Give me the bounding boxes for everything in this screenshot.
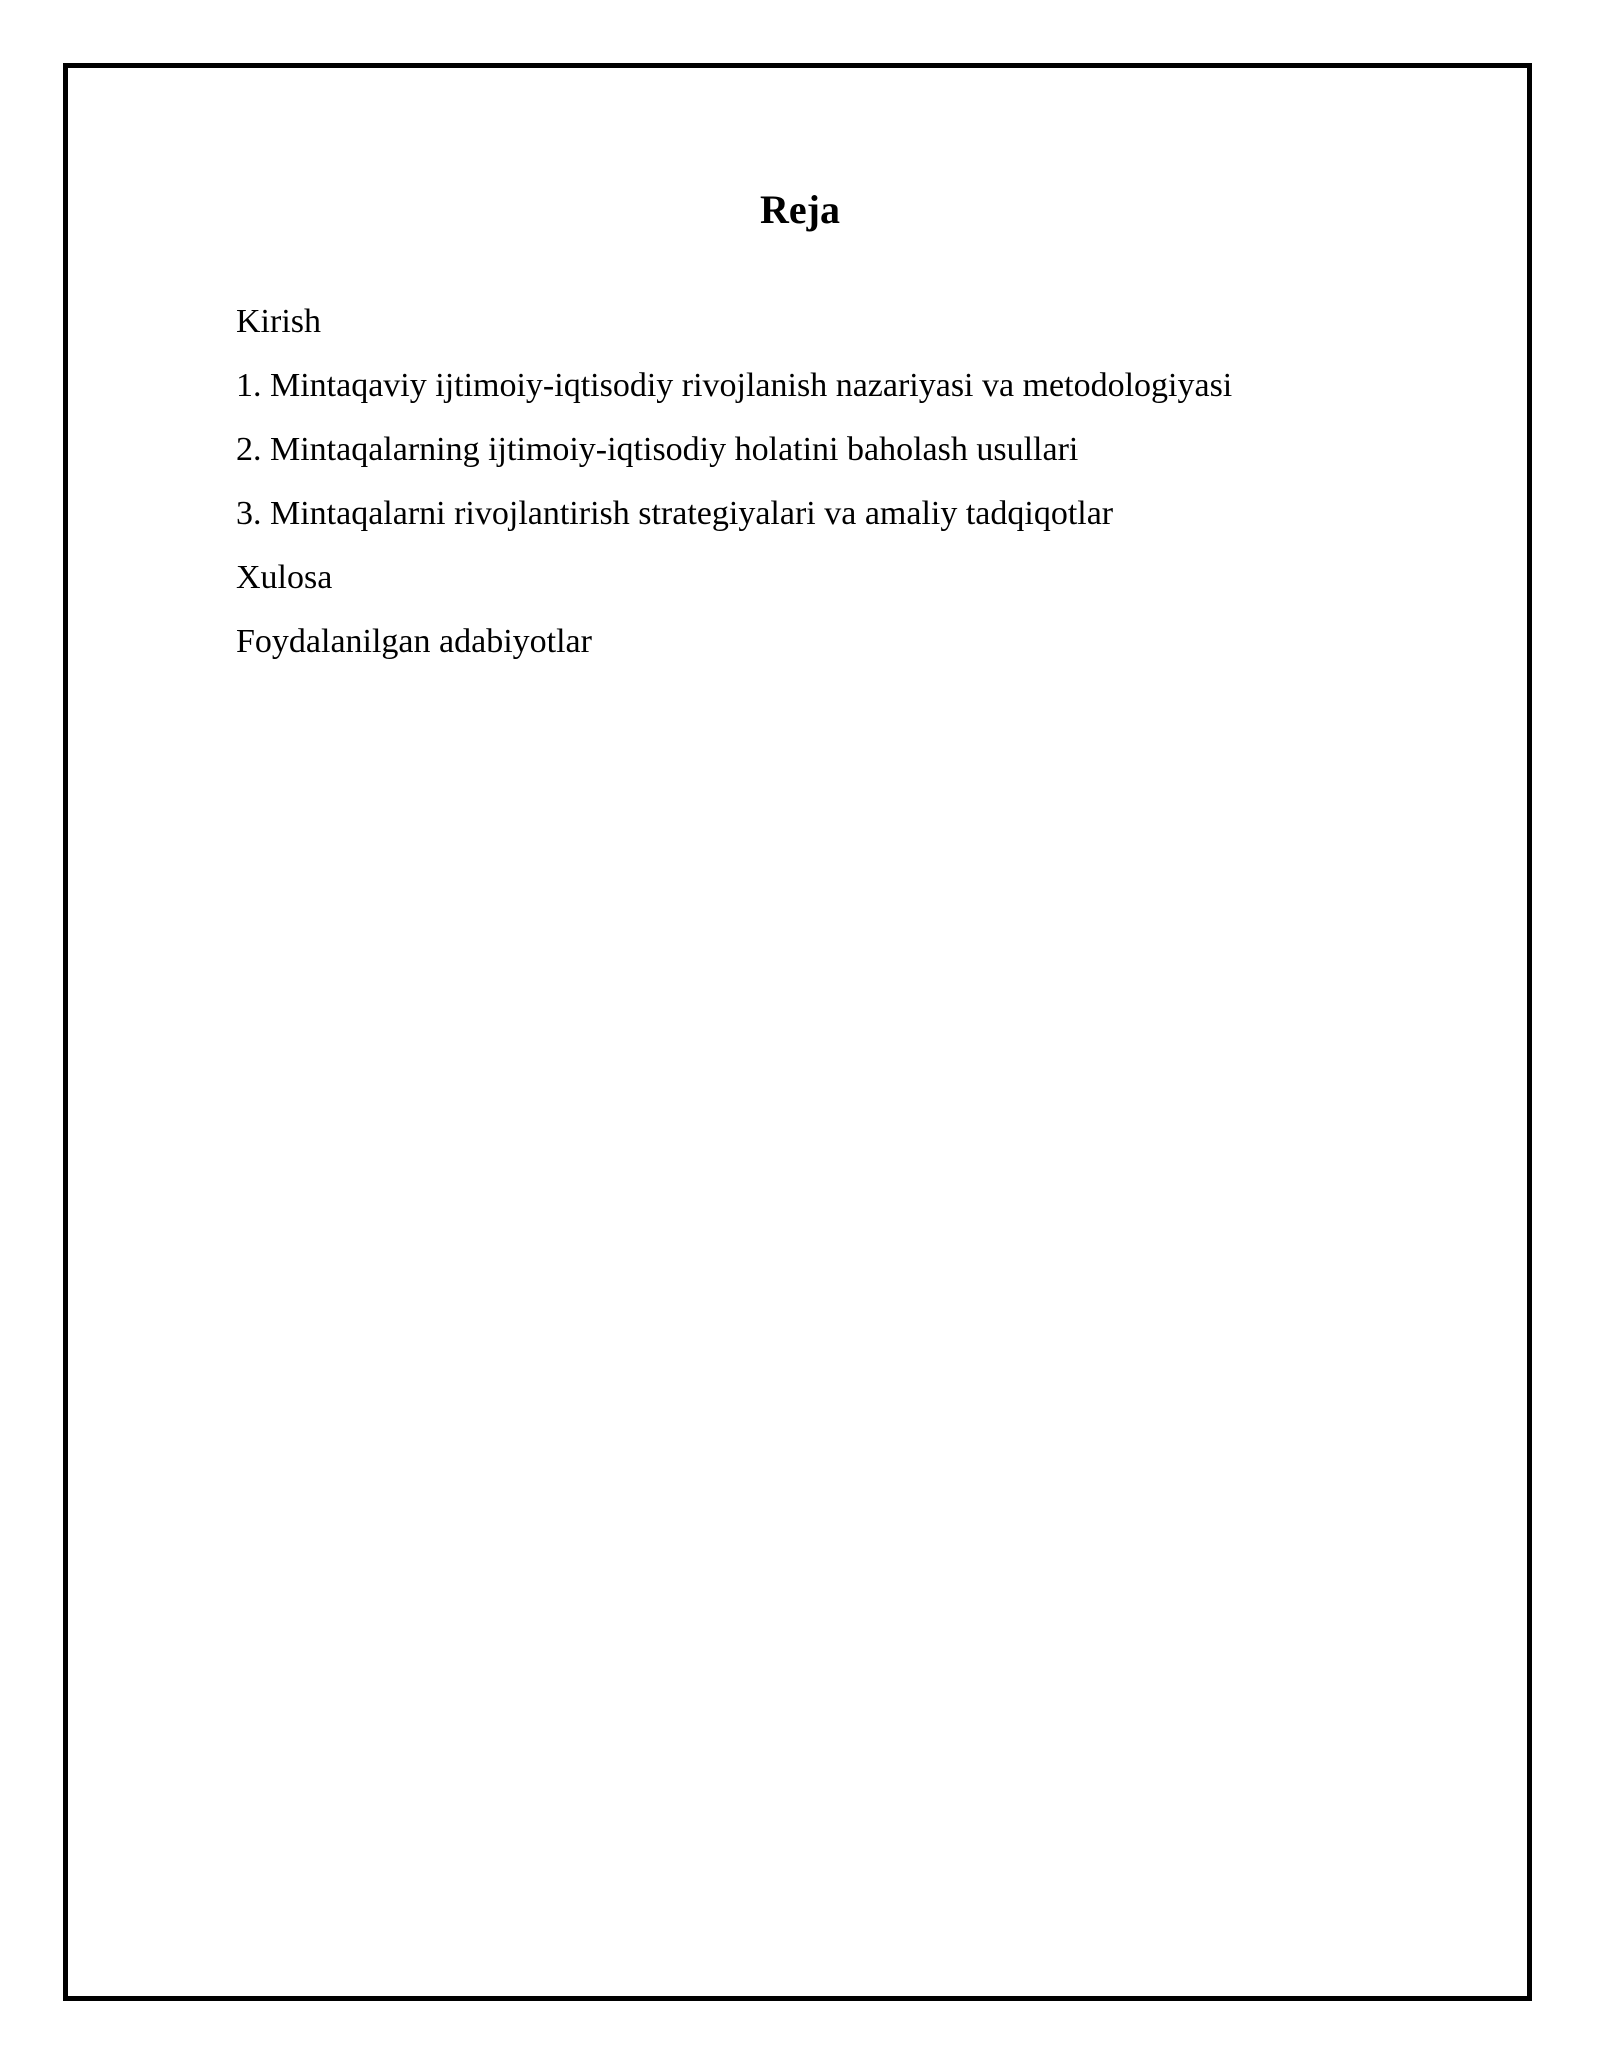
plan-item-chapter-1: 1. Mintaqaviy ijtimoiy-iqtisodiy rivojlanish nazariyasi va metodologiyasi	[236, 367, 1233, 404]
plan-item-references: Foydalanilgan adabiyotlar	[236, 623, 592, 660]
plan-item-conclusion: Xulosa	[236, 559, 333, 596]
plan-item-chapter-2: 2. Mintaqalarning ijtimoiy-iqtisodiy holatini baholash usullari	[236, 431, 1079, 468]
page-title: Reja	[760, 187, 840, 232]
plan-item-introduction: Kirish	[236, 303, 321, 340]
plan-list	[236, 290, 1232, 674]
plan-item-chapter-3: 3. Mintaqalarni rivojlantirish strategiyalari va amaliy tadqiqotlar	[236, 495, 1114, 532]
